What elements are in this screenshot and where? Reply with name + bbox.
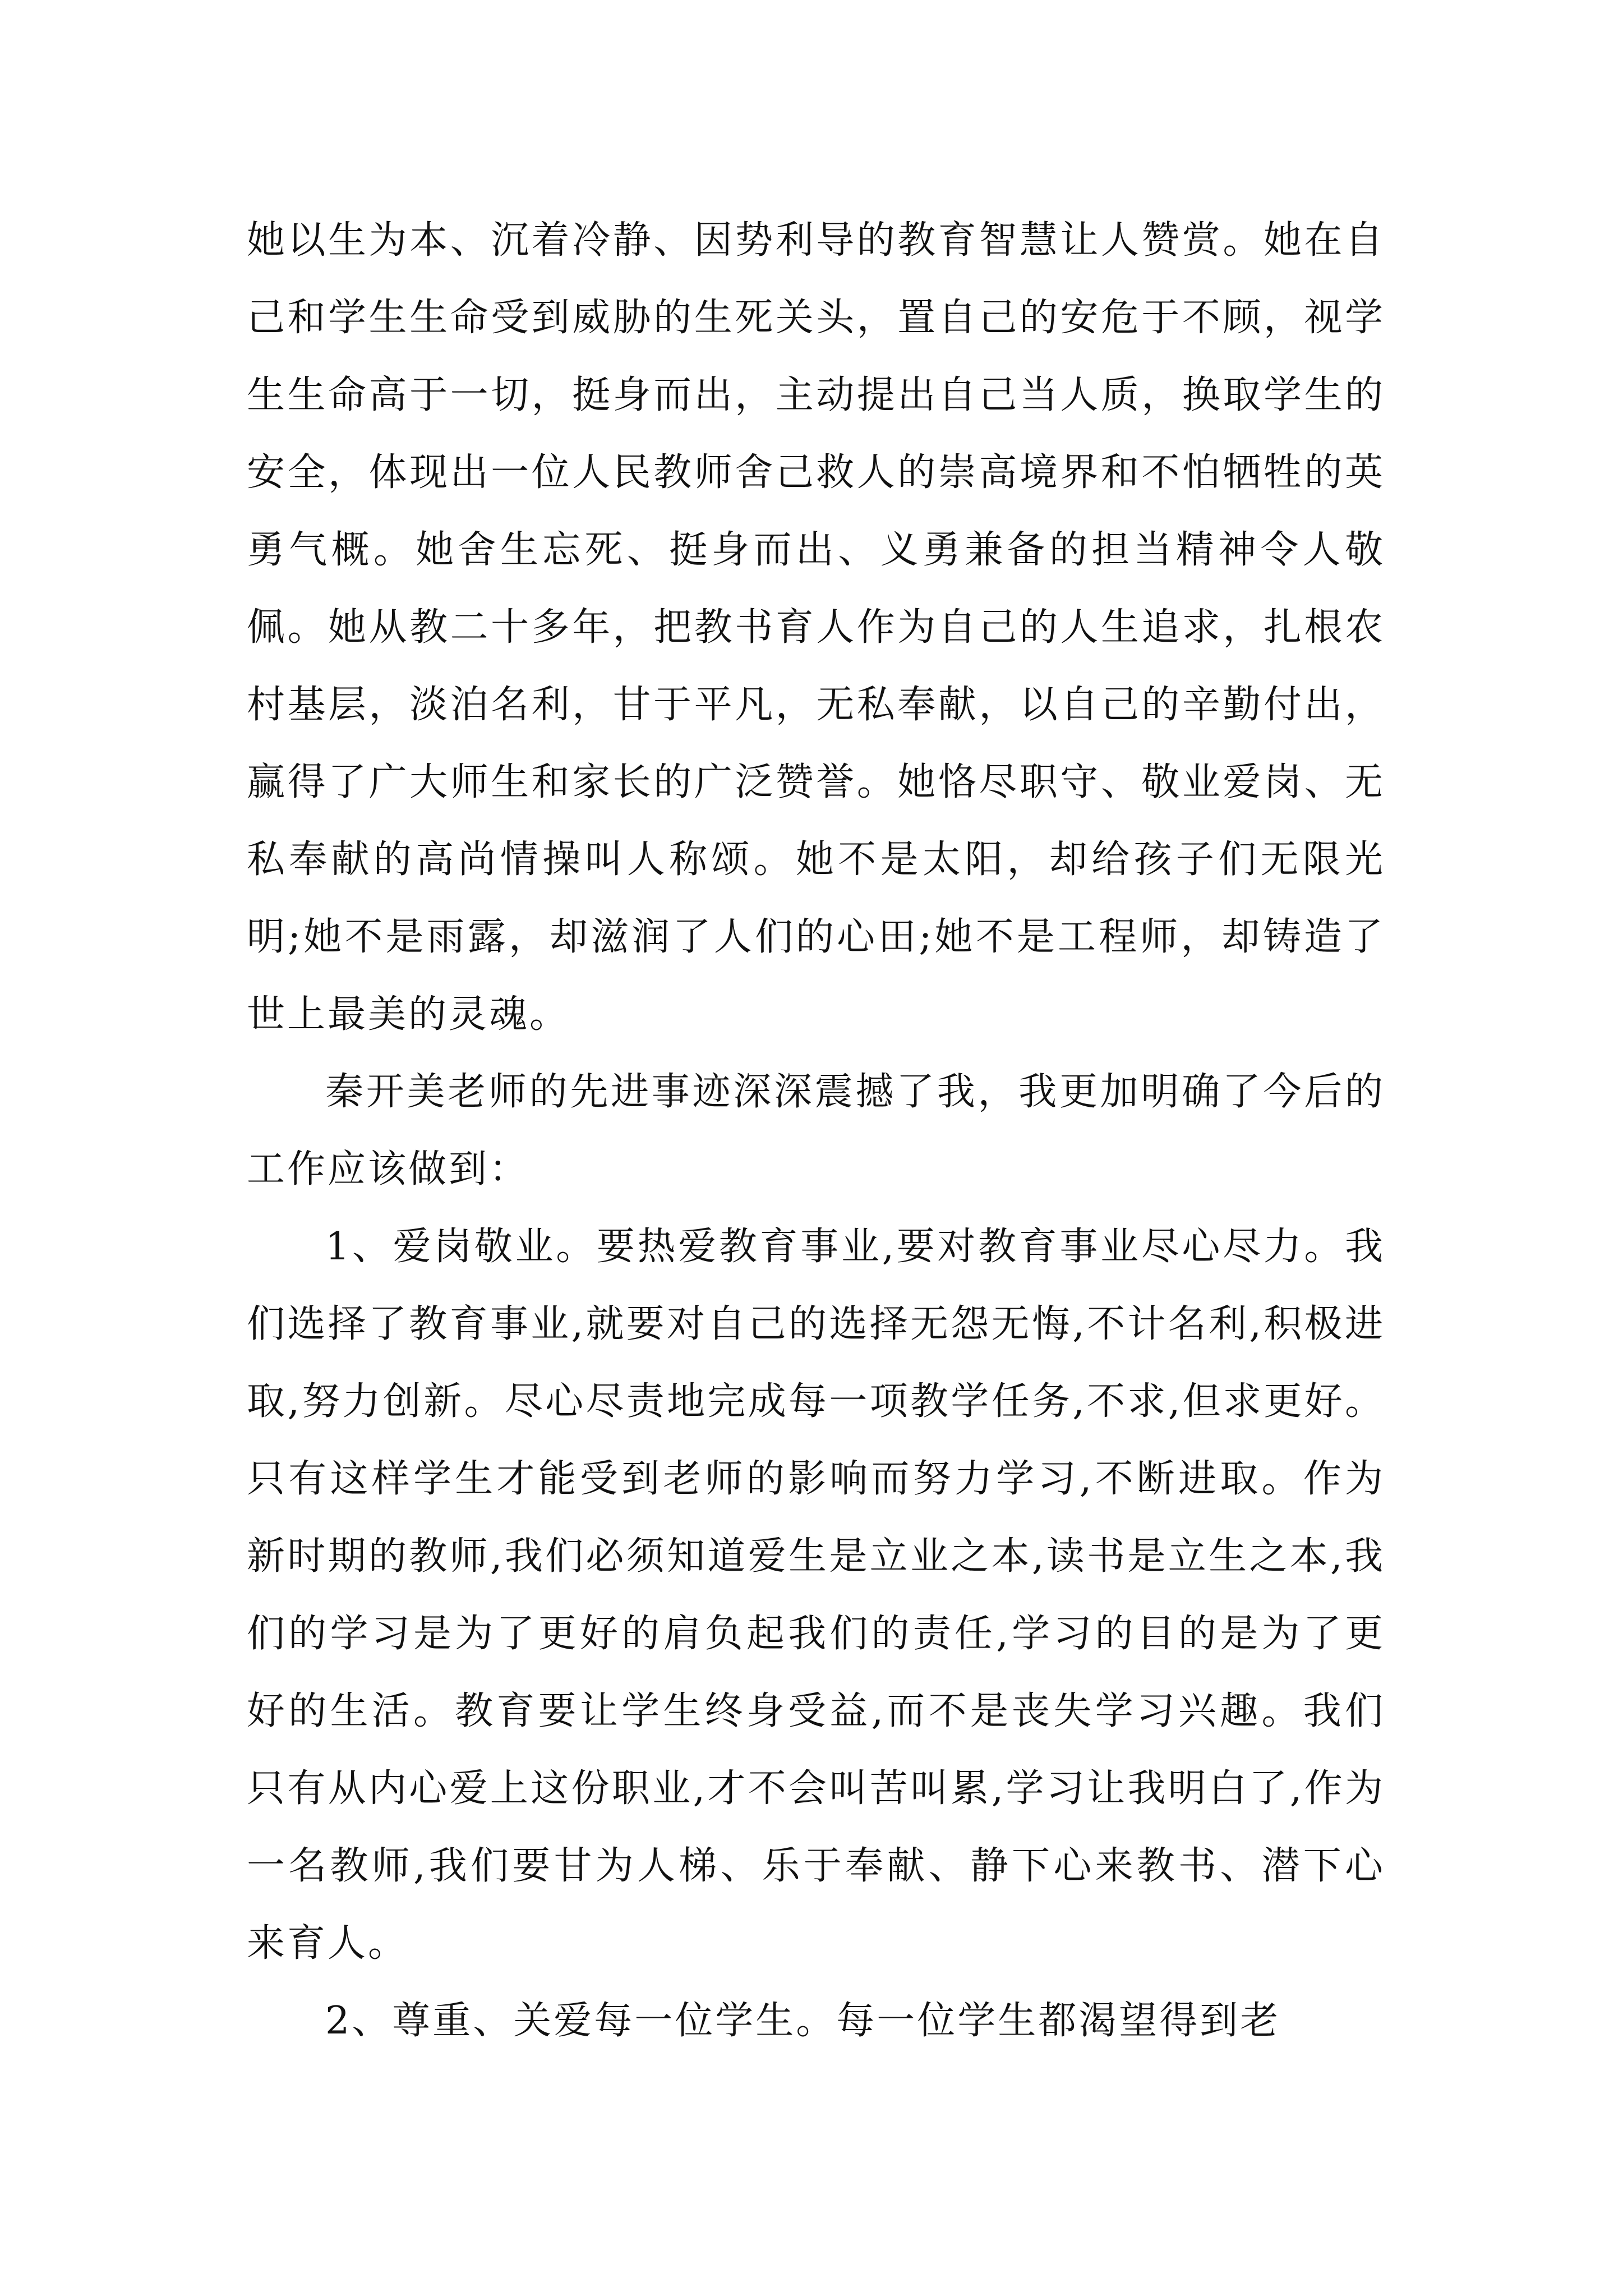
paragraph-1: 她以生为本、沉着冷静、因势利导的教育智慧让人赞赏。她在自己和学生生命受到威胁的生死关头，置自己的安危于不顾，视学生生命高于一切，挺身而出，主动提出自己当人质，换取学生的安全，体现出一位人民教师舍己救人的崇高境界和不怕牺牲的英勇气概。她舍生忘死、挺身而出、义勇兼备的担当精神令人敬佩。她从教二十多年，把教书育人作为自己的人生追求，扎根农村基层，淡泊名利，甘于平凡，无私奉献，以自己的辛勤付出，赢得了广大师生和家长的广泛赞誉。她恪尽职守、敬业爱岗、无私奉献的高尚情操叫人称颂。她不是太阳，却给孩子们无限光明;她不是雨露，却滋润了人们的心田;她不是工程师，却铸造了世上最美的灵魂。 (247, 218, 1385, 1037)
body-text (247, 202, 1385, 2060)
paragraph-4: 2、尊重、关爱每一位学生。每一位学生都渴望得到老 (325, 1999, 1281, 2043)
paragraph-2: 秦开美老师的先进事迹深深震撼了我，我更加明确了今后的工作应该做到： (247, 1070, 1385, 1191)
paragraph-3: 1、爱岗敬业。要热爱教育事业,要对教育事业尽心尽力。我们选择了教育事业,就要对自己的选择无怨无悔,不计名利,积极进取,努力创新。尽心尽责地完成每一项教学任务,不求,但求更好。只有这样学生才能受到老师的影响而努力学习,不断进取。作为新时期的教师,我们必须知道爱生是立业之本,读书是立生之本,我们的学习是为了更好的肩负起我们的责任,学习的目的是为了更好的生活。教育要让学生终身受益,而不是丧失学习兴趣。我们只有从内心爱上这份职业,才不会叫苦叫累,学习让我明白了,作为一名教师,我们要甘为人梯、乐于奉献、静下心来教书、潜下心来育人。 (247, 1225, 1385, 1966)
